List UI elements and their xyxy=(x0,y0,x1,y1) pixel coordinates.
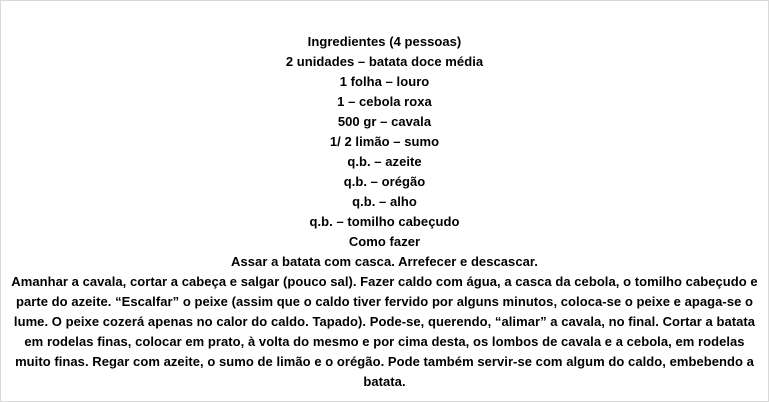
ingredients-title: Ingredientes (4 pessoas) xyxy=(307,34,462,49)
method-title: Como fazer xyxy=(348,234,421,249)
recipe-text xyxy=(1,32,768,392)
ingredient-item: q.b. – azeite xyxy=(347,154,422,169)
ingredient-item: 500 gr – cavala xyxy=(337,114,432,129)
ingredient-item: q.b. – tomilho cabeçudo xyxy=(309,214,460,229)
ingredient-item: 2 unidades – batata doce média xyxy=(285,54,484,69)
method-step-2: Amanhar a cavala, cortar a cabeça e salgar (pouco sal). Fazer caldo com água, a casca da cebola, o tomilho cabeçudo e parte do azeite. “Escalfar” o peixe (assim que o caldo tiver fervido por alguns minutos, coloca-se o peixe e apaga-se o lume. O peixe cozerá apenas no calor do caldo. Tapado). Pode-se, querendo, “alimar” a cavala, no final. Cortar a batata em rodelas finas, colocar em prato, à volta do mesmo e por cima desta, os lombos de cavala e a cebola, em rodelas muito finas. Regar com azeite, o sumo de limão e o orégão. Pode também servir-se com algum do caldo, embebendo a batata. xyxy=(11,274,758,389)
ingredient-item: 1/ 2 limão – sumo xyxy=(329,134,440,149)
ingredient-item: 1 – cebola roxa xyxy=(337,94,432,109)
ingredient-item: q.b. – alho xyxy=(352,194,417,209)
ingredient-item: q.b. – orégão xyxy=(343,174,426,189)
method-step-1: Assar a batata com casca. Arrefecer e descascar. xyxy=(231,254,538,269)
ingredient-item: 1 folha – louro xyxy=(339,74,430,89)
